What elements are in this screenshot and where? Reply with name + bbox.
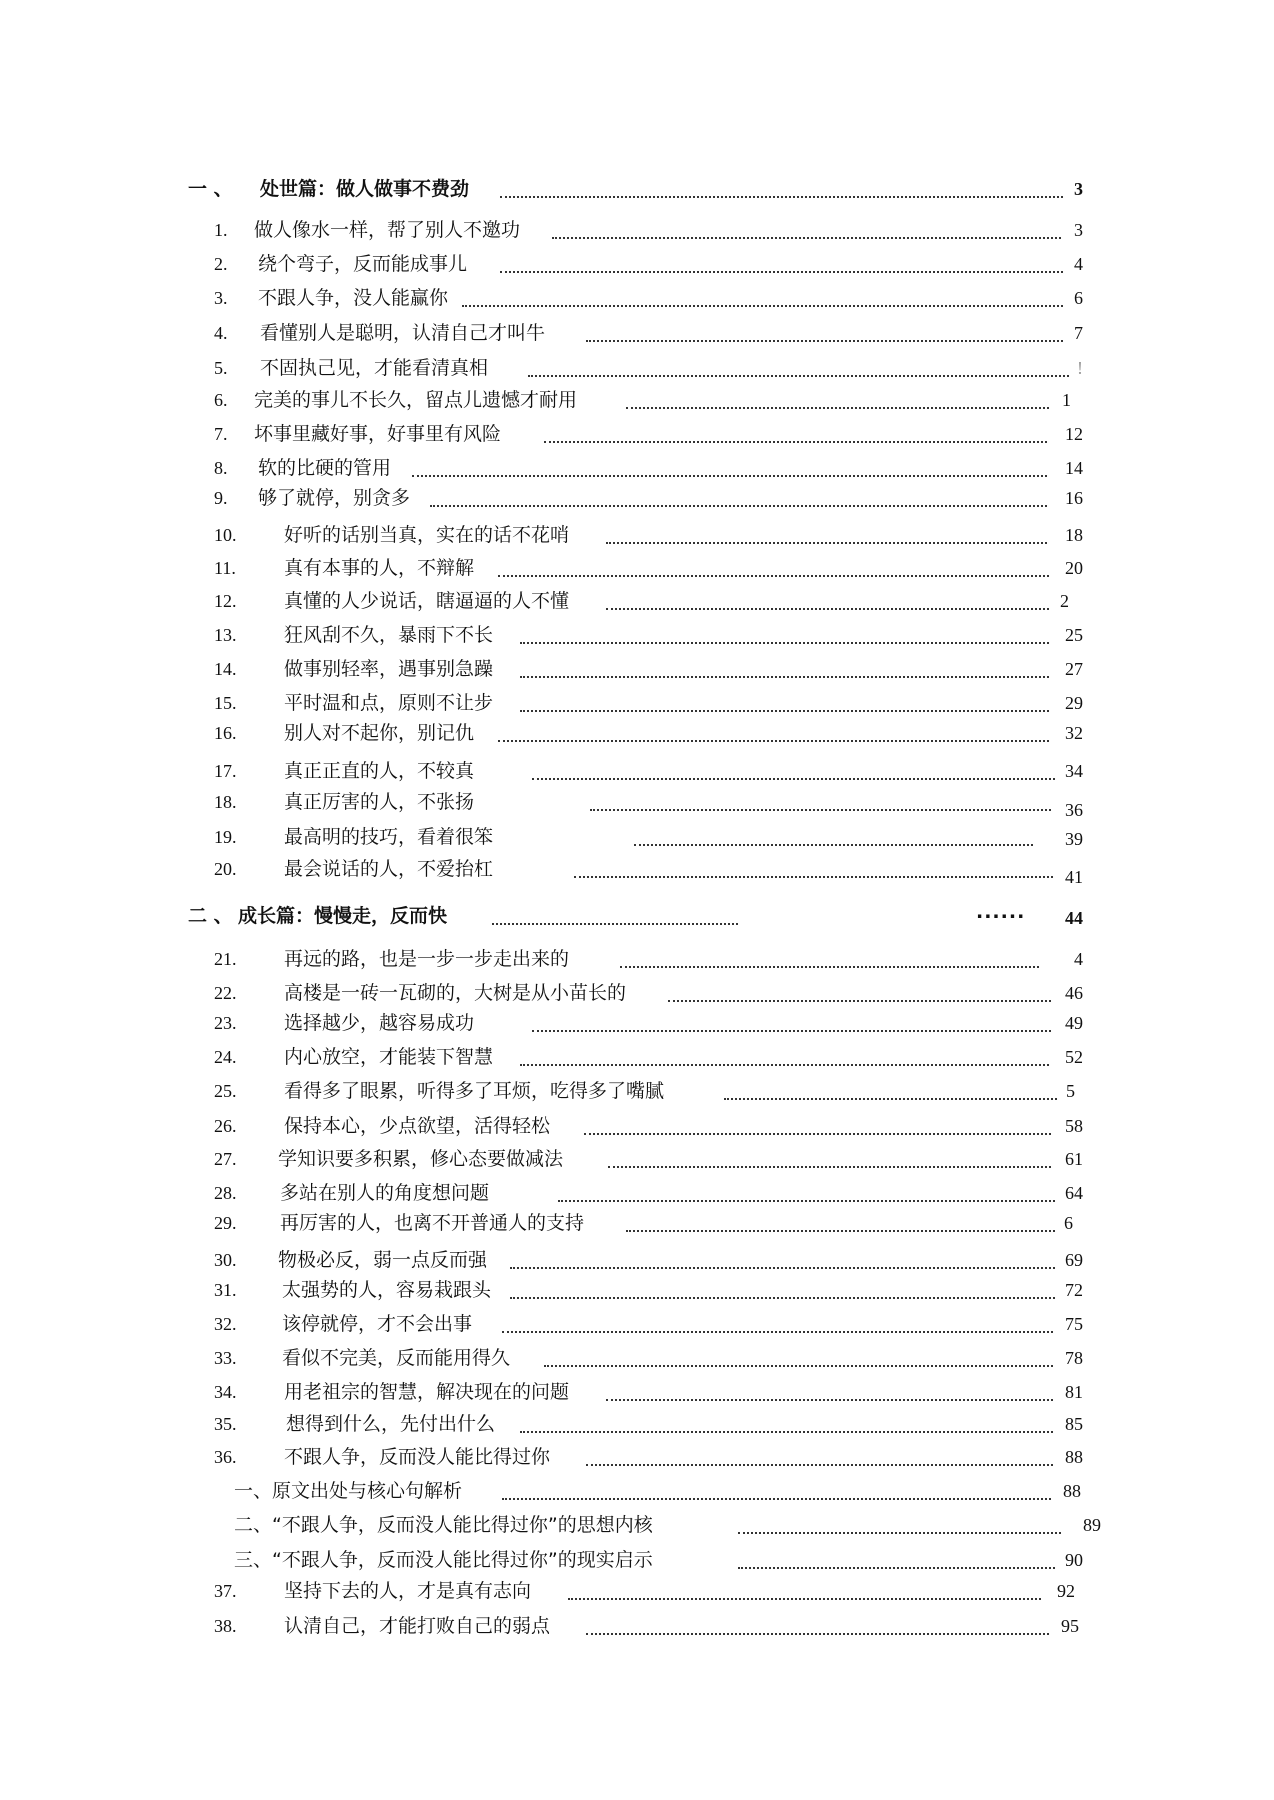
page-number: 61: [1065, 1149, 1083, 1169]
dot-leader: [586, 320, 1063, 342]
toc-entry[interactable]: [214, 1044, 1083, 1070]
toc-subentry[interactable]: [234, 1478, 1083, 1504]
page-number: 12: [1065, 424, 1083, 444]
entry-number: 17.: [214, 761, 237, 781]
toc-entry[interactable]: [214, 758, 1083, 784]
page-number: 75: [1065, 1314, 1083, 1334]
entry-number: 13.: [214, 625, 237, 645]
dot-leader: [510, 1247, 1055, 1269]
dot-leader: [626, 1210, 1055, 1232]
toc-section-heading[interactable]: [188, 176, 1083, 202]
toc-entry[interactable]: [214, 1411, 1083, 1437]
entry-number: 24.: [214, 1047, 237, 1067]
entry-number: 23.: [214, 1013, 237, 1033]
toc-entry[interactable]: [214, 656, 1083, 682]
entry-number: 6.: [214, 390, 228, 410]
entry-number: 8.: [214, 458, 228, 478]
toc-entry[interactable]: [214, 720, 1083, 746]
entry-number: 27.: [214, 1149, 237, 1169]
entry-number: 19.: [214, 827, 237, 847]
page-number: 2: [1060, 591, 1069, 611]
subentry-title: 二、“不跟人争，反而没人能比得过你”的思想内核: [234, 1514, 653, 1536]
page-number: 46: [1065, 983, 1083, 1003]
entry-title: 内心放空，才能装下智慧: [284, 1046, 494, 1068]
toc-entry[interactable]: [214, 622, 1083, 648]
dot-leader: [626, 387, 1049, 409]
page-number: 4: [1074, 254, 1083, 274]
entry-title: 做事别轻率，遇事别急躁: [284, 658, 494, 680]
section-number: 二 、: [188, 905, 233, 927]
toc-entry[interactable]: [214, 856, 1083, 887]
dot-leader: [532, 758, 1055, 780]
entry-title: 用老祖宗的智慧，解决现在的问题: [284, 1381, 570, 1403]
toc-entry[interactable]: [214, 217, 1083, 243]
entry-title: 坚持下去的人，才是真有志向: [284, 1580, 532, 1602]
page-number: 81: [1065, 1382, 1083, 1402]
entry-title: 不跟人争，反而没人能比得过你: [284, 1446, 551, 1468]
dot-leader: [586, 1613, 1049, 1635]
toc-entry[interactable]: [214, 522, 1083, 548]
dot-leader: [502, 1478, 1051, 1500]
dot-leader: [492, 903, 738, 925]
extra-dots: ......: [976, 901, 1026, 923]
entry-title: 看似不完美，反而能用得久: [282, 1347, 511, 1369]
subentry-title: 一、原文出处与核心句解析: [234, 1480, 463, 1502]
dot-leader: [520, 622, 1049, 644]
entry-title: 坏事里藏好事，好事里有风险: [254, 423, 502, 445]
entry-number: 4.: [214, 323, 228, 343]
toc-entry[interactable]: [214, 421, 1083, 447]
dot-leader: [558, 1180, 1055, 1202]
toc-entry[interactable]: [214, 1379, 1083, 1405]
toc-entry[interactable]: [214, 1210, 1083, 1236]
entry-title: 看懂别人是聪明，认清自己才叫牛: [260, 322, 546, 344]
page-number: 58: [1065, 1116, 1083, 1136]
dot-leader: [584, 1113, 1051, 1135]
page-number: 14: [1065, 458, 1083, 478]
entry-title: 再远的路，也是一步一步走出来的: [284, 948, 570, 970]
page-number: 95: [1061, 1616, 1079, 1636]
entry-number: 31.: [214, 1280, 237, 1300]
toc-entry[interactable]: [214, 690, 1083, 716]
toc-entry[interactable]: [214, 824, 1083, 850]
page-number: 27: [1065, 659, 1083, 679]
dot-leader: [520, 690, 1049, 712]
dot-leader: [552, 217, 1061, 239]
entry-title: 再厉害的人，也离不开普通人的支持: [280, 1212, 585, 1234]
dot-leader: [498, 720, 1049, 742]
toc-entry[interactable]: [214, 1578, 1083, 1604]
page-number: 52: [1065, 1047, 1083, 1067]
dot-leader: [498, 555, 1049, 577]
dot-leader: [502, 1311, 1053, 1333]
entry-number: 16.: [214, 723, 237, 743]
dot-leader: [510, 1277, 1055, 1299]
page-number: !: [1077, 358, 1083, 378]
toc-entry[interactable]: [214, 946, 1083, 972]
page-number: 90: [1065, 1550, 1083, 1570]
entry-title: 最高明的技巧，看着很笨: [284, 826, 494, 848]
entry-title: 真懂的人少说话，瞎逼逼的人不懂: [284, 590, 570, 612]
entry-number: 3.: [214, 288, 228, 308]
page-number: 69: [1065, 1250, 1083, 1270]
toc-entry[interactable]: [214, 588, 1083, 614]
entry-number: 22.: [214, 983, 237, 1003]
entry-title: 做人像水一样，帮了别人不邀功: [254, 219, 521, 241]
section-title: 处世篇：做人做事不费劲: [260, 178, 470, 200]
entry-title: 太强势的人，容易栽跟头: [282, 1279, 492, 1301]
entry-number: 7.: [214, 424, 228, 444]
entry-number: 26.: [214, 1116, 237, 1136]
toc-entry[interactable]: [214, 320, 1083, 346]
entry-number: 1.: [214, 220, 228, 240]
dot-leader: [500, 176, 1063, 198]
entry-title: 绕个弯子，反而能成事儿: [258, 253, 468, 275]
dot-leader: [574, 856, 1053, 878]
entry-number: 37.: [214, 1581, 237, 1601]
dot-leader: [608, 1146, 1051, 1168]
entry-number: 36.: [214, 1447, 237, 1467]
dot-leader: [532, 1010, 1051, 1032]
dot-leader: [590, 789, 1051, 811]
toc-entry[interactable]: [214, 1010, 1083, 1036]
page-number: 1: [1062, 390, 1071, 410]
toc-subentry[interactable]: [234, 1547, 1083, 1573]
entry-number: 28.: [214, 1183, 237, 1203]
dot-leader: [606, 1379, 1053, 1401]
dot-leader: [620, 946, 1039, 968]
entry-number: 10.: [214, 525, 237, 545]
page-number: 29: [1065, 693, 1083, 713]
entry-number: 32.: [214, 1314, 237, 1334]
entry-number: 21.: [214, 949, 237, 969]
page-number: 6: [1064, 1213, 1073, 1233]
page-number: 88: [1063, 1481, 1081, 1501]
entry-title: 平时温和点，原则不让步: [284, 692, 494, 714]
entry-number: 12.: [214, 591, 237, 611]
page-number: 32: [1065, 723, 1083, 743]
entry-number: 30.: [214, 1250, 237, 1270]
entry-title: 保持本心，少点欲望，活得轻松: [284, 1115, 551, 1137]
dot-leader: [520, 1044, 1049, 1066]
page-number: 78: [1065, 1348, 1083, 1368]
dot-leader: [738, 1512, 1061, 1534]
page-number: 39: [1065, 829, 1083, 849]
section-number: 一 、: [188, 178, 233, 200]
page-number: 3: [1074, 179, 1083, 199]
entry-number: 11.: [214, 558, 236, 578]
section-title: 成长篇：慢慢走，反而快: [238, 905, 448, 927]
entry-number: 35.: [214, 1414, 237, 1434]
toc-entry[interactable]: [214, 555, 1083, 581]
entry-number: 38.: [214, 1616, 237, 1636]
entry-number: 18.: [214, 792, 237, 812]
entry-number: 33.: [214, 1348, 237, 1368]
entry-title: 软的比硬的管用: [258, 457, 392, 479]
entry-title: 不跟人争，没人能赢你: [258, 287, 449, 309]
dot-leader: [668, 980, 1051, 1002]
page-number: 5: [1066, 1081, 1075, 1101]
entry-title: 别人对不起你，别记仇: [284, 722, 475, 744]
toc-entry[interactable]: [214, 1277, 1083, 1303]
toc-subentry[interactable]: [234, 1512, 1101, 1538]
page-number: 44: [1065, 908, 1083, 928]
entry-title: 完美的事儿不长久，留点儿遗憾才耐用: [254, 389, 578, 411]
entry-title: 真正正直的人，不较真: [284, 760, 475, 782]
entry-title: 物极必反，弱一点反而强: [278, 1249, 488, 1271]
page-number: 18: [1065, 525, 1083, 545]
toc-entry[interactable]: [214, 1444, 1083, 1470]
entry-number: 2.: [214, 254, 228, 274]
page-number: 6: [1074, 288, 1083, 308]
toc-entry[interactable]: [214, 355, 1083, 381]
entry-title: 高楼是一砖一瓦砌的，大树是从小苗长的: [284, 982, 627, 1004]
toc-entry[interactable]: [214, 1613, 1083, 1639]
entry-title: 该停就停，才不会出事: [282, 1313, 473, 1335]
entry-title: 不固执己见，才能看清真相: [260, 357, 489, 379]
dot-leader: [412, 455, 1047, 477]
entry-number: 9.: [214, 488, 228, 508]
dot-leader: [738, 1547, 1055, 1569]
entry-title: 真有本事的人，不辩解: [284, 557, 475, 579]
dot-leader: [520, 1411, 1053, 1433]
entry-title: 最会说话的人，不爱抬杠: [284, 858, 494, 880]
page-number: 20: [1065, 558, 1083, 578]
toc-entry[interactable]: [214, 980, 1083, 1006]
toc-entry[interactable]: [214, 485, 1083, 511]
dot-leader: [430, 485, 1047, 507]
entry-title: 认清自己，才能打败自己的弱点: [284, 1615, 551, 1637]
toc-entry[interactable]: [214, 1247, 1083, 1273]
entry-title: 选择越少，越容易成功: [284, 1012, 475, 1034]
page-number: 7: [1074, 323, 1083, 343]
entry-title: 看得多了眼累，听得多了耳烦，吃得多了嘴腻: [284, 1080, 665, 1102]
page-number: 85: [1065, 1414, 1083, 1434]
toc-entry[interactable]: [214, 1146, 1083, 1172]
page-number: 34: [1065, 761, 1083, 781]
toc-entry[interactable]: [214, 1078, 1083, 1104]
dot-leader: [500, 251, 1063, 273]
entry-number: 5.: [214, 358, 228, 378]
entry-title: 想得到什么，先付出什么: [286, 1413, 496, 1435]
entry-number: 25.: [214, 1081, 237, 1101]
toc-section-heading[interactable]: [188, 903, 1083, 929]
dot-leader: [606, 588, 1049, 610]
toc-entry[interactable]: [214, 1311, 1083, 1337]
toc-entry[interactable]: [214, 1113, 1083, 1139]
entry-number: 29.: [214, 1213, 237, 1233]
entry-title: 狂风刮不久，暴雨下不长: [284, 624, 494, 646]
page-number: 16: [1065, 488, 1083, 508]
dot-leader: [528, 355, 1069, 377]
entry-number: 14.: [214, 659, 237, 679]
entry-title: 多站在别人的角度想问题: [280, 1182, 490, 1204]
page-number: 89: [1083, 1515, 1101, 1535]
toc-entry[interactable]: [214, 789, 1083, 820]
toc-entry[interactable]: [214, 285, 1083, 311]
page-number: 49: [1065, 1013, 1083, 1033]
dot-leader: [606, 522, 1047, 544]
dot-leader: [586, 1444, 1053, 1466]
entry-number: 34.: [214, 1382, 237, 1402]
entry-number: 20.: [214, 859, 237, 879]
toc-entry[interactable]: [214, 387, 1083, 413]
page-number: 92: [1057, 1581, 1075, 1601]
entry-number: 15.: [214, 693, 237, 713]
page-number: 3: [1074, 220, 1083, 240]
toc-entry[interactable]: [214, 455, 1083, 481]
entry-title: 好听的话别当真，实在的话不花哨: [284, 524, 570, 546]
page-number: 36: [1065, 800, 1083, 820]
page-number: 88: [1065, 1447, 1083, 1467]
dot-leader: [544, 1345, 1053, 1367]
entry-title: 学知识要多积累，修心态要做减法: [278, 1148, 564, 1170]
page-number: 64: [1065, 1183, 1083, 1203]
page-number: 41: [1065, 867, 1083, 887]
dot-leader: [462, 285, 1063, 307]
dot-leader: [544, 421, 1047, 443]
dot-leader: [568, 1578, 1041, 1600]
entry-title: 真正厉害的人，不张扬: [284, 791, 475, 813]
entry-title: 够了就停，别贪多: [258, 487, 411, 509]
subentry-title: 三、“不跟人争，反而没人能比得过你”的现实启示: [234, 1549, 653, 1571]
page-number: 25: [1065, 625, 1083, 645]
toc-entry[interactable]: [214, 1180, 1083, 1206]
page-number: 72: [1065, 1280, 1083, 1300]
dot-leader: [634, 824, 1033, 846]
dot-leader: [724, 1078, 1057, 1100]
toc-entry[interactable]: [214, 1345, 1083, 1371]
page-number: 4: [1074, 949, 1083, 969]
toc-entry[interactable]: [214, 251, 1083, 277]
dot-leader: [520, 656, 1049, 678]
